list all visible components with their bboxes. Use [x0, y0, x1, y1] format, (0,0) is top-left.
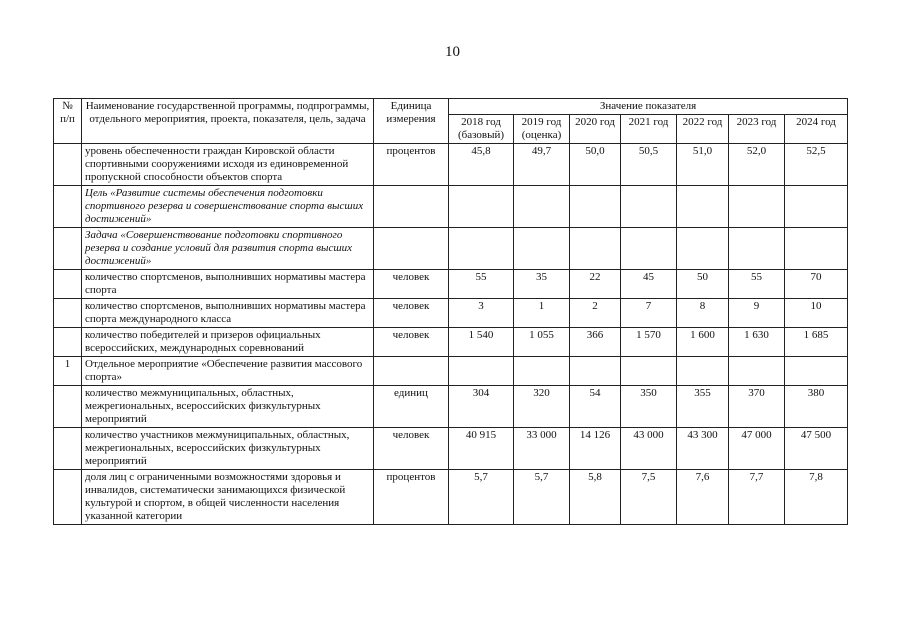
row-number [54, 299, 82, 328]
row-value [677, 186, 729, 228]
row-name: количество спортсменов, выполнивших нормативы мастера спорта [82, 270, 374, 299]
table-row [54, 357, 848, 386]
row-value [449, 228, 514, 270]
row-number: 1 [54, 357, 82, 386]
row-value [449, 186, 514, 228]
row-value: 370 [729, 386, 785, 428]
row-value [570, 228, 621, 270]
table-body [54, 144, 848, 525]
row-name: количество победителей и призеров официальных всероссийских, международных соревнований [82, 328, 374, 357]
header-year: 2020 год [570, 115, 621, 144]
row-value: 51,0 [677, 144, 729, 186]
table-row [54, 470, 848, 525]
row-value: 50 [677, 270, 729, 299]
header-no: № п/п [54, 99, 82, 144]
row-name: количество межмуниципальных, областных, межрегиональных, всероссийских физкультурных мероприятий [82, 386, 374, 428]
table-row [54, 144, 848, 186]
table-row [54, 386, 848, 428]
row-name: Задача «Совершенствование подготовки спортивного резерва и создание условий для развития спорта высших достижений» [82, 228, 374, 270]
table-row [54, 328, 848, 357]
row-value: 7,7 [729, 470, 785, 525]
row-value [785, 228, 848, 270]
row-value [677, 228, 729, 270]
row-number [54, 144, 82, 186]
row-unit [374, 228, 449, 270]
row-value: 55 [729, 270, 785, 299]
row-value: 1 600 [677, 328, 729, 357]
row-value: 33 000 [514, 428, 570, 470]
row-unit: единиц [374, 386, 449, 428]
row-value [449, 357, 514, 386]
row-number [54, 470, 82, 525]
row-value: 14 126 [570, 428, 621, 470]
row-value: 7,8 [785, 470, 848, 525]
row-number [54, 186, 82, 228]
row-value: 7 [621, 299, 677, 328]
row-value: 380 [785, 386, 848, 428]
row-number [54, 328, 82, 357]
row-value: 7,6 [677, 470, 729, 525]
row-value: 2 [570, 299, 621, 328]
table-row [54, 299, 848, 328]
row-value: 5,7 [449, 470, 514, 525]
row-value: 50,0 [570, 144, 621, 186]
row-value [729, 186, 785, 228]
header-unit: Единица измерения [374, 99, 449, 144]
row-value: 350 [621, 386, 677, 428]
row-name: количество участников межмуниципальных, областных, межрегиональных, всероссийских физкультурных мероприятий [82, 428, 374, 470]
row-number [54, 270, 82, 299]
row-name: количество спортсменов, выполнивших нормативы мастера спорта международного класса [82, 299, 374, 328]
row-value: 9 [729, 299, 785, 328]
row-value: 50,5 [621, 144, 677, 186]
row-unit: человек [374, 270, 449, 299]
row-value: 47 500 [785, 428, 848, 470]
row-number [54, 386, 82, 428]
row-unit: процентов [374, 144, 449, 186]
row-value: 1 570 [621, 328, 677, 357]
header-year: 2021 год [621, 115, 677, 144]
row-unit [374, 357, 449, 386]
row-name: доля лиц с ограниченными возможностями здоровья и инвалидов, систематически занимающихся физической культурой и спортом, в общей численности населения указанной категории [82, 470, 374, 525]
row-value [514, 228, 570, 270]
row-value: 5,7 [514, 470, 570, 525]
header-values: Значение показателя [449, 99, 848, 115]
row-value: 35 [514, 270, 570, 299]
row-value [729, 357, 785, 386]
row-value: 1 [514, 299, 570, 328]
row-value [785, 186, 848, 228]
header-year: 2019 год (оценка) [514, 115, 570, 144]
header-row-1 [54, 99, 848, 115]
row-value: 54 [570, 386, 621, 428]
header-year: 2022 год [677, 115, 729, 144]
row-value: 1 685 [785, 328, 848, 357]
row-value: 8 [677, 299, 729, 328]
row-value: 52,0 [729, 144, 785, 186]
row-number [54, 428, 82, 470]
row-number [54, 228, 82, 270]
row-name: Отдельное мероприятие «Обеспечение развития массового спорта» [82, 357, 374, 386]
row-value: 52,5 [785, 144, 848, 186]
row-value: 45 [621, 270, 677, 299]
table-row [54, 428, 848, 470]
row-value [570, 357, 621, 386]
row-value: 7,5 [621, 470, 677, 525]
indicator-table [53, 98, 848, 525]
row-name: уровень обеспеченности граждан Кировской области спортивными сооружениями исходя из единовременной пропускной способности объектов спорта [82, 144, 374, 186]
row-value [785, 357, 848, 386]
row-unit [374, 186, 449, 228]
row-value: 1 540 [449, 328, 514, 357]
row-name: Цель «Развитие системы обеспечения подготовки спортивного резерва и совершенствование спорта высших достижений» [82, 186, 374, 228]
table-row [54, 186, 848, 228]
header-year: 2024 год [785, 115, 848, 144]
row-value [621, 186, 677, 228]
row-value: 22 [570, 270, 621, 299]
row-value: 304 [449, 386, 514, 428]
table-row [54, 270, 848, 299]
row-value: 320 [514, 386, 570, 428]
row-value: 43 000 [621, 428, 677, 470]
row-unit: человек [374, 328, 449, 357]
row-value: 43 300 [677, 428, 729, 470]
row-value [729, 228, 785, 270]
row-value: 55 [449, 270, 514, 299]
row-value: 70 [785, 270, 848, 299]
row-value [677, 357, 729, 386]
header-name: Наименование государственной программы, подпрограммы, отдельного мероприятия, проекта, показателя, цель, задача [82, 99, 374, 144]
row-value: 1 630 [729, 328, 785, 357]
row-value: 355 [677, 386, 729, 428]
row-value: 45,8 [449, 144, 514, 186]
row-value: 49,7 [514, 144, 570, 186]
row-value [514, 186, 570, 228]
row-unit: процентов [374, 470, 449, 525]
row-unit: человек [374, 299, 449, 328]
row-value: 366 [570, 328, 621, 357]
row-value: 10 [785, 299, 848, 328]
row-value [514, 357, 570, 386]
page-number: 10 [445, 44, 460, 60]
row-value [621, 357, 677, 386]
header-year: 2023 год [729, 115, 785, 144]
row-value: 40 915 [449, 428, 514, 470]
table-row [54, 228, 848, 270]
row-unit: человек [374, 428, 449, 470]
row-value: 5,8 [570, 470, 621, 525]
row-value: 3 [449, 299, 514, 328]
row-value [570, 186, 621, 228]
row-value [621, 228, 677, 270]
header-year: 2018 год (базовый) [449, 115, 514, 144]
row-value: 1 055 [514, 328, 570, 357]
row-value: 47 000 [729, 428, 785, 470]
